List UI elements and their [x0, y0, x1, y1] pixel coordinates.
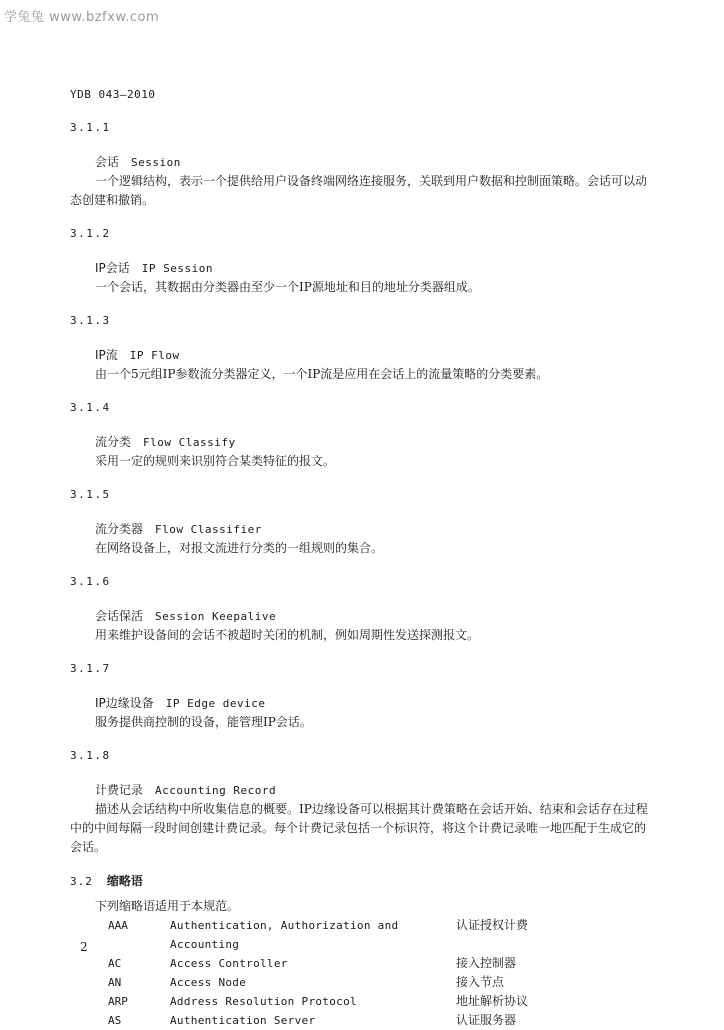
term-heading: [70, 432, 650, 452]
clause: [70, 485, 650, 558]
clause: [70, 572, 650, 645]
term-heading: [70, 519, 650, 539]
term-english: IP Session: [141, 262, 214, 275]
abbr-chinese: 认证授权计费: [456, 918, 529, 932]
term-english: Session: [131, 156, 181, 169]
clause-number: 3.1.1: [70, 121, 111, 134]
term-english: Flow Classify: [143, 436, 236, 449]
term-heading: [70, 606, 650, 626]
clause: [70, 746, 650, 857]
clause: [70, 659, 650, 732]
abbr-full-name: Authentication, Authorization and Accounting: [170, 919, 399, 951]
term-definition: 用来维护设备间的会话不被超时关闭的机制，例如周期性发送探测报文。: [95, 628, 480, 642]
abbr-code: AAA: [108, 919, 128, 932]
term-chinese: 流分类器: [95, 522, 144, 536]
clause-number: 3.1.4: [70, 401, 111, 414]
abbr-code: AC: [108, 957, 122, 970]
term-definition: 由一个5元组IP参数流分类器定义，一个IP流是应用在会话上的流量策略的分类要素。: [95, 367, 549, 381]
table-row: [108, 954, 528, 973]
abbr-code: AS: [108, 1014, 122, 1027]
clause: [70, 311, 650, 384]
section-title: 缩略语: [106, 874, 143, 888]
term-chinese: IP流: [95, 348, 118, 362]
clause-number: 3.1.5: [70, 488, 111, 501]
clause-number: 3.1.6: [70, 575, 111, 588]
term-chinese: 计费记录: [95, 783, 144, 797]
table-row: [108, 1011, 528, 1030]
abbr-chinese: 接入节点: [456, 975, 505, 989]
term-definition: 一个逻辑结构，表示一个提供给用户设备终端网络连接服务，关联到用户数据和控制面策略。会话可以动态创建和撤销。: [70, 174, 648, 207]
term-heading: [70, 258, 650, 278]
term-definition: 描述从会话结构中所收集信息的概要。IP边缘设备可以根据其计费策略在会话开始、结束和会话存在过程中的中间每隔一段时间创建计费记录。每个计费记录包括一个标识符，将这个计费记录唯一地匹配于生成它的会话。: [70, 802, 648, 854]
clause-number: 3.1.2: [70, 227, 111, 240]
section-intro: 下列缩略语适用于本规范。: [95, 899, 240, 913]
term-english: Accounting Record: [155, 784, 277, 797]
term-english: Session Keepalive: [155, 610, 277, 623]
abbr-full-name: Address Resolution Protocol: [170, 995, 357, 1008]
term-chinese: 会话保活: [95, 609, 144, 623]
abbr-chinese: 地址解析协议: [456, 994, 529, 1008]
table-row: [108, 992, 528, 1011]
term-heading: [70, 345, 650, 365]
term-chinese: IP会话: [95, 261, 130, 275]
term-definition: 采用一定的规则来识别符合某类特征的报文。: [95, 454, 336, 468]
section-number: 3.2: [70, 875, 93, 888]
clause: [70, 224, 650, 297]
abbr-chinese: 认证服务器: [456, 1013, 517, 1027]
abbr-full-name: Access Controller: [170, 957, 288, 970]
clause: [70, 118, 650, 210]
term-definition: 在网络设备上，对报文流进行分类的一组规则的集合。: [95, 541, 384, 555]
standard-number-header: YDB 043—2010: [70, 88, 156, 101]
clause: [70, 398, 650, 471]
clause-number: 3.1.3: [70, 314, 111, 327]
abbr-full-name: Authentication Server: [170, 1014, 316, 1027]
term-chinese: 会话: [95, 155, 120, 169]
table-row: [108, 973, 528, 992]
term-english: Flow Classifier: [155, 523, 262, 536]
abbr-code: AN: [108, 976, 122, 989]
clause-number: 3.1.8: [70, 749, 111, 762]
abbreviation-table: [108, 916, 528, 1030]
page-number: 2: [80, 940, 88, 954]
clause-number: 3.1.7: [70, 662, 111, 675]
term-definition: 服务提供商控制的设备，能管理IP会话。: [95, 715, 312, 729]
table-row: [108, 916, 528, 954]
abbr-full-name: Access Node: [170, 976, 247, 989]
abbr-chinese: 接入控制器: [456, 956, 517, 970]
term-heading: [70, 693, 650, 713]
term-english: IP Flow: [129, 349, 180, 362]
site-watermark: 学兔兔 www.bzfxw.com: [4, 10, 160, 25]
term-definition: 一个会话，其数据由分类器由至少一个IP源地址和目的地址分类器组成。: [95, 280, 480, 294]
term-heading: [70, 152, 650, 172]
term-english: IP Edge device: [165, 697, 266, 710]
term-chinese: 流分类: [95, 435, 132, 449]
document-body: [70, 118, 650, 1030]
section-heading: [70, 871, 650, 891]
abbr-code: ARP: [108, 995, 128, 1008]
term-chinese: IP边缘设备: [95, 696, 154, 710]
term-heading: [70, 780, 650, 800]
